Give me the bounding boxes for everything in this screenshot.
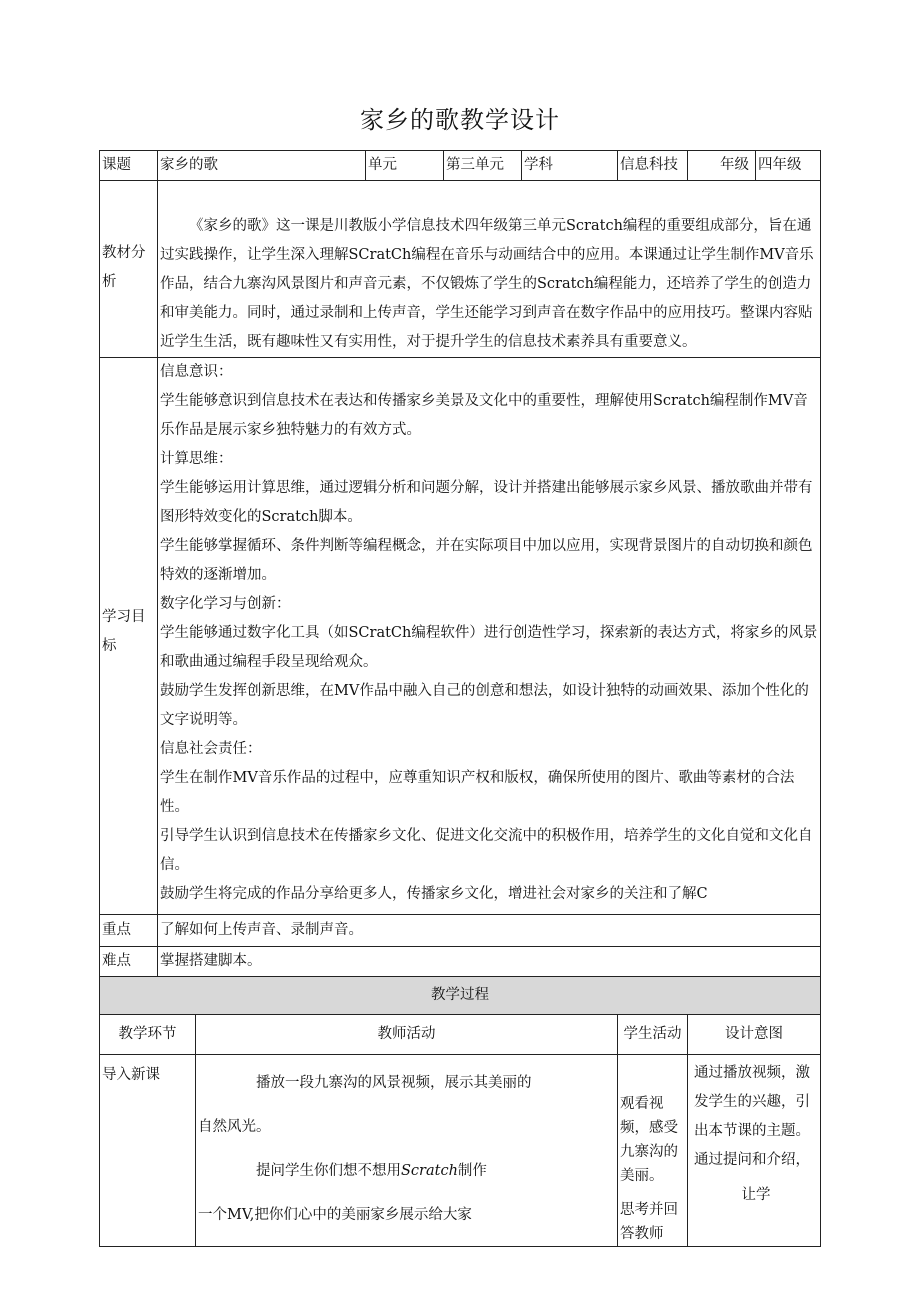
- topic-value: 家乡的歌: [158, 151, 366, 181]
- goal-text: 鼓励学生发挥创新思维，在MV作品中融入自己的创意和想法，如设计独特的动画效果、添加个性化的文字说明等。: [160, 683, 809, 728]
- key-point-row: [100, 915, 821, 947]
- goal-text: 引导学生认识到信息技术在传播家乡文化、促进文化交流中的积极作用，培养学生的文化自觉和文化自信。: [160, 828, 813, 873]
- subject-label: 学科: [522, 151, 618, 181]
- student-activity-cell: [618, 1055, 688, 1247]
- goal-text: 学生能够意识到信息技术在表达和传播家乡美景及文化中的重要性，理解使用Scratch编程制作MV音乐作品是展示家乡独特魅力的有效方式。: [160, 393, 808, 438]
- learning-goals-row: [100, 358, 821, 915]
- design-intent-cell: [688, 1055, 821, 1247]
- grade-value: 四年级: [756, 151, 821, 181]
- teacher-line: 播放一段九寨沟的风景视频，展示其美丽的: [256, 1075, 532, 1091]
- unit-value: 第三单元: [444, 151, 522, 181]
- teacher-activity-cell: [196, 1055, 618, 1247]
- material-analysis-row: [100, 181, 821, 358]
- header-intent: 设计意图: [688, 1015, 821, 1055]
- key-point-text: 了解如何上传声音、录制声音。: [158, 915, 821, 947]
- process-band-row: [100, 977, 821, 1015]
- key-point-label: 重点: [100, 915, 158, 947]
- process-band-title: 教学过程: [100, 977, 821, 1015]
- goal-heading-info-awareness: 信息意识：: [160, 364, 233, 380]
- process-row-intro: [100, 1055, 821, 1247]
- grade-label: 年级: [688, 151, 756, 181]
- goal-heading-digital-learning: 数字化学习与创新：: [160, 596, 291, 612]
- material-analysis-cell: [158, 181, 821, 358]
- header-stage: 教学环节: [100, 1015, 196, 1055]
- material-analysis-label: 教材分析: [100, 181, 158, 358]
- unit-label: 单元: [366, 151, 444, 181]
- subject-value: 信息科技: [618, 151, 688, 181]
- teacher-line: 一个MV,把你们心中的美丽家乡展示给大家: [198, 1207, 472, 1223]
- topic-label: 课题: [100, 151, 158, 181]
- goal-text: 学生能够掌握循环、条件判断等编程概念，并在实际项目中加以应用，实现背景图片的自动切换和颜色特效的逐渐增加。: [160, 538, 813, 583]
- goal-heading-social-responsibility: 信息社会责任：: [160, 741, 262, 757]
- intent-line: 通过播放视频，激发学生的兴趣，引出本节课的主题。: [694, 1065, 810, 1139]
- material-analysis-text: 《家乡的歌》这一课是川教版小学信息技术四年级第三单元Scratch编程的重要组成部分，旨在通过实践操作，让学生深入理解SCratCh编程在音乐与动画结合中的应用。本课通过让学生制作MV音乐作品，结合九寨沟风景图片和声音元素，不仅锻炼了学生的Scratch编程能力，还培养了学生的创造力和审美能力。同时，通过录制和上传声音，学生还能学习到声音在数字作品中的应用技巧。整课内容贴近学生生活，既有趣味性又有实用性，对于提升学生的信息技术素养具有重要意义。: [160, 218, 814, 350]
- goal-text: 鼓励学生将完成的作品分享给更多人，传播家乡文化，增进社会对家乡的关注和了解C: [160, 886, 708, 902]
- goal-text: 学生在制作MV音乐作品的过程中，应尊重知识产权和版权，确保所使用的图片、歌曲等素材的合法性。: [160, 770, 795, 815]
- header-teacher: 教师活动: [196, 1015, 618, 1055]
- teacher-line: 提问学生你们想不想用Scratch制作: [256, 1163, 487, 1179]
- difficulty-label: 难点: [100, 947, 158, 977]
- learning-goals-label: 学习目标: [100, 358, 158, 915]
- header-student: 学生活动: [618, 1015, 688, 1055]
- difficulty-row: [100, 947, 821, 977]
- goal-text: 学生能够运用计算思维，通过逻辑分析和问题分解，设计并搭建出能够展示家乡风景、播放歌曲并带有图形特效变化的Scratch脚本。: [160, 480, 813, 525]
- scratch-word: Scratch: [401, 1163, 458, 1179]
- teacher-line: 自然风光。: [198, 1119, 271, 1135]
- goal-text: 学生能够通过数字化工具（如SCratCh编程软件）进行创造性学习，探索新的表达方式，将家乡的风景和歌曲通过编程手段呈现给观众。: [160, 625, 818, 670]
- learning-goals-cell: [158, 358, 821, 915]
- info-row: [100, 151, 821, 181]
- student-line: 思考并回答教师: [620, 1202, 678, 1242]
- process-header-row: [100, 1015, 821, 1055]
- goal-heading-computational-thinking: 计算思维：: [160, 451, 233, 467]
- intent-line: 通过提问和介绍，: [694, 1152, 810, 1168]
- lesson-plan-table: [99, 150, 821, 1247]
- difficulty-text: 掌握搭建脚本。: [158, 947, 821, 977]
- student-line: 观看视频，感受九寨沟的美丽。: [620, 1096, 678, 1184]
- stage-cell: 导入新课: [100, 1055, 196, 1247]
- document-title: 家乡的歌教学设计: [360, 106, 560, 134]
- intent-line: 让学: [741, 1187, 771, 1203]
